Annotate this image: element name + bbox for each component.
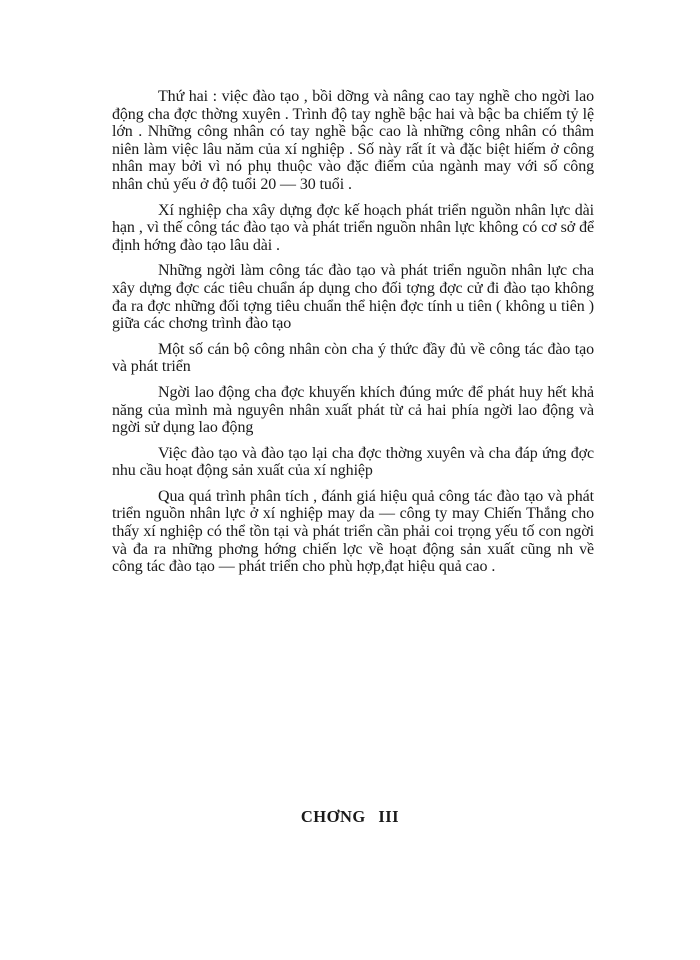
paragraph-4: Một số cán bộ công nhân còn cha ý thức đầy đủ về công tác đào tạo và phát triển [112,340,594,376]
paragraph-2: Xí nghiệp cha xây dựng đợc kế hoạch phát triển nguồn nhân lực dài hạn , vì thế công tác đào tạo và phát triển nguồn nhân lực không có cơ sở để định hớng đào tạo lâu dài . [112,201,594,254]
paragraph-7: Qua quá trình phân tích , đánh giá hiệu quả công tác đào tạo và phát triển nguồn nhân lực ở xí nghiệp may da — công ty may Chiến Thắng cho thấy xí nghiệp có thể tồn tại và phát triển cần phải coi trọng yếu tố con ngời và đa ra những phơng hớng chiến lợc về hoạt động sản xuất cũng nh về công tác đào tạo — phát triển cho phù hợp,đạt hiệu quả cao . [112,487,594,576]
paragraph-5: Ngời lao động cha đợc khuyến khích đúng mức để phát huy hết khả năng của mình mà nguyên nhân xuất phát từ cả hai phía ngời lao động và ngời sử dụng lao động [112,383,594,437]
chapter-heading: CHƠNG III [300,807,400,826]
document-body [112,88,594,584]
paragraph-6: Việc đào tạo và đào tạo lại cha đợc thờng xuyên và cha đáp ứng đợc nhu cầu hoạt động sản xuất của xí nghiệp [112,444,594,480]
paragraph-1: Thứ hai : việc đào tạo , bồi dỡng và nâng cao tay nghề cho ngời lao động cha đợc thờng xuyên . Trình độ tay nghề bậc hai và bậc ba chiếm tỷ lệ lớn . Những công nhân có tay nghề bậc cao là những công nhân có thâm niên làm việc lâu năm của xí nghiệp . Số này rất ít và đặc biệt hiếm ở công nhân may bởi vì nó phụ thuộc vào đặc điểm của ngành may với số công nhân chủ yếu ở độ tuổi 20 — 30 tuổi . [112,88,594,193]
paragraph-3: Những ngời làm công tác đào tạo và phát triển nguồn nhân lực cha xây dựng đợc các tiêu chuẩn áp dụng cho đối tợng đợc cử đi đào tạo không đa ra đợc những đối tợng tiêu chuẩn thể hiện đợc tính u tiên ( không u tiên ) giữa các chơng trình đào tạo [112,262,594,333]
